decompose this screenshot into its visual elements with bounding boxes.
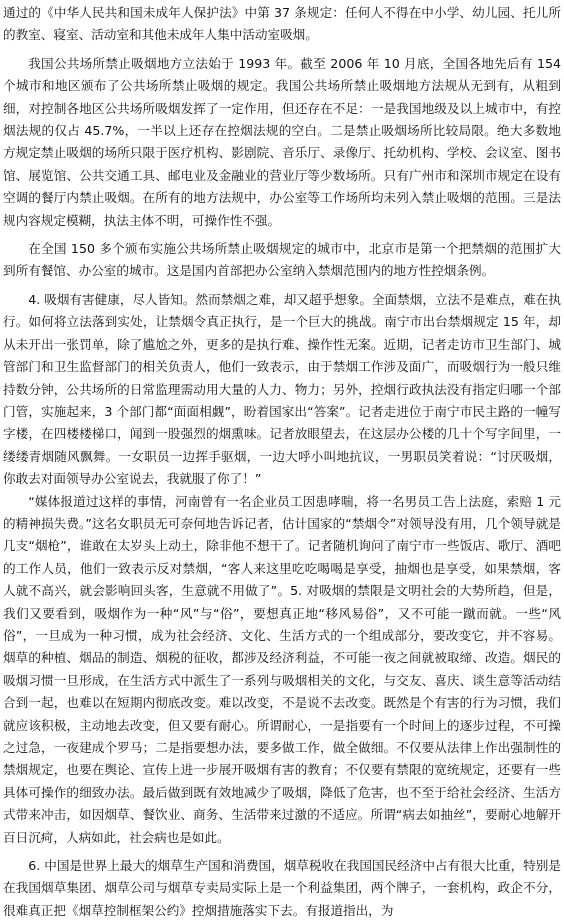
paragraph-3: 在全国 150 多个颁布实施公共场所禁止吸烟规定的城市中，北京市是第一个把禁烟的范围扩大到所有餐馆、办公室的城市。这是国内首部把办公室纳入禁烟范围内的地方性控烟条例。 [3, 241, 561, 279]
paragraph-5: “媒体报道过这样的事情，河南曾有一名企业员工因患哮喘，将一名男员工告上法庭，索赔 1 元的精神损失费。”这名女职员无可奈何地告诉记者，估计国家的“禁烟令”对领导没有用，几个领导就是几支“烟枪”，谁敢在太岁头上动土，除非他不想干了。记者随机询问了南宁市一些饭店、歌厅、酒吧的工作人员，他们一致表示反对禁烟，“客人来这里吃吃喝喝是享受，抽烟也是享受，如果禁烟，客人就不高兴，就会影响回头客，生意就不用做了”。5. 对吸烟的禁限是文明社会的大势所趋，但是，我们又要看到，吸烟作为一种“风”与“俗”，要想真正地“移风易俗”，又不可能一蹴而就。一些“风俗”，一旦成为一种习惯，成为社会经济、文化、生活方式的一个组成部分，要改变它，并不容易。烟草的种植、烟品的制造、烟税的征收，都涉及经济利益，不可能一夜之间就被取缔、改造。烟民的吸烟习惯一旦形成，在生活方式中派生了一系列与吸烟相关的文化，与交友、喜庆、谈生意等活动结合到一起，也难以在短期内彻底改变。难以改变，不是说不去改变。既然是个有害的行为习惯，我们就应该积极，主动地去改变，但又要有耐心。所谓耐心，一是指要有一个时间上的逐步过程，不可操之过急，一夜建成个罗马；二是指要想办法，要多做工作，做全做细。不仅要从法律上作出强制性的禁烟规定，也要在舆论、宣传上进一步展开吸烟有害的教育；不仅要有禁限的宽统规定，还要有一些具体可操作的细致办法。最后做到既有效地减少了吸烟，降低了危害，也不至于给社会经济、生活方式带来冲击，如因烟草、餐饮业、商务、生活带来过激的不适应。所谓“病去如抽丝”，要耐心地解开百日沉疴，人病如此，社会病也是如此。 [3, 493, 561, 845]
paragraph-4: 4. 吸烟有害健康，尽人皆知。然而禁烟之难，却又超乎想象。全面禁烟，立法不是难点，难在执行。如何将立法落到实处，让禁烟令真正执行，是一个巨大的挑战。南宁市出台禁烟规定 15 年，却从未开出一张罚单，除了尴尬之外，更多的是执行难、操作性无案。近期，记者走访市卫生部门、城管部门和卫生监督部门的相关负责人，他们一致表示，由于禁烟工作涉及面广，而吸烟行为一般只维持数分钟，公共场所的日常监理需动用大量的人力、物力；另外，控烟行政执法没有指定归哪一个部门管，实施起来，3 个部门都“面面相觑”，盼着国家出“答案”。记者走进位于南宁市民主路的一幢写字楼，在四楼楼梯口，闻到一股强烈的烟熏味。记者放眼望去，在这层办公楼的几十个写字间里，一缕缕青烟随风飘舞。一女职员一边挥手驱烟，一边大呼小叫地抗议，一男职员笑着说：“讨厌吸烟，你敢去对面领导办公室说去，我就服了你了！” [3, 291, 561, 487]
paragraph-1: 通过的《中华人民共和国未成年人保护法》中第 37 条规定：任何人不得在中小学、幼儿园、托儿所的教室、寝室、活动室和其他未成年人集中活动室吸烟。 [3, 5, 561, 43]
document-page [3, 2, 561, 922]
paragraph-6: 6. 中国是世界上最大的烟草生产国和消费国，烟草税收在我国国民经济中占有很大比重，特别是在我国烟草集团、烟草公司与烟草专卖局实际上是一个利益集团，两个牌子，一套机构，政企不分，很难真正把《烟草控制框架公约》控烟措施落实下去。有报道指出，为 [3, 858, 561, 918]
paragraph-2: 我国公共场所禁止吸烟地方立法始于 1993 年。截至 2006 年 10 月底，全国各地先后有 154 个城市和地区颁布了公共场所禁止吸烟的规定。我国公共场所禁止吸烟地方法规从无到有，从粗到细，对控制各地区公共场所吸烟发挥了一定作用，但还存在不足：一是我国地级及以上城市中，有控烟法规的仅占 45.7%，一半以上还存在控烟法规的空白。二是禁止吸烟场所比较局限。绝大多数地方规定禁止吸烟的场所只限于医疗机构、影剧院、音乐厅、录像厅、托幼机构、学校、会议室、图书馆、展览馆、公共交通工具、邮电业及金融业的营业厅等少数场所。只有广州市和深圳市规定在设有空调的餐厅内禁止吸烟。在所有的地方法规中，办公室等工作场所均未列入禁止吸烟的范围。三是法规内容规定模糊，执法主体不明，可操作性不强。 [3, 55, 561, 228]
